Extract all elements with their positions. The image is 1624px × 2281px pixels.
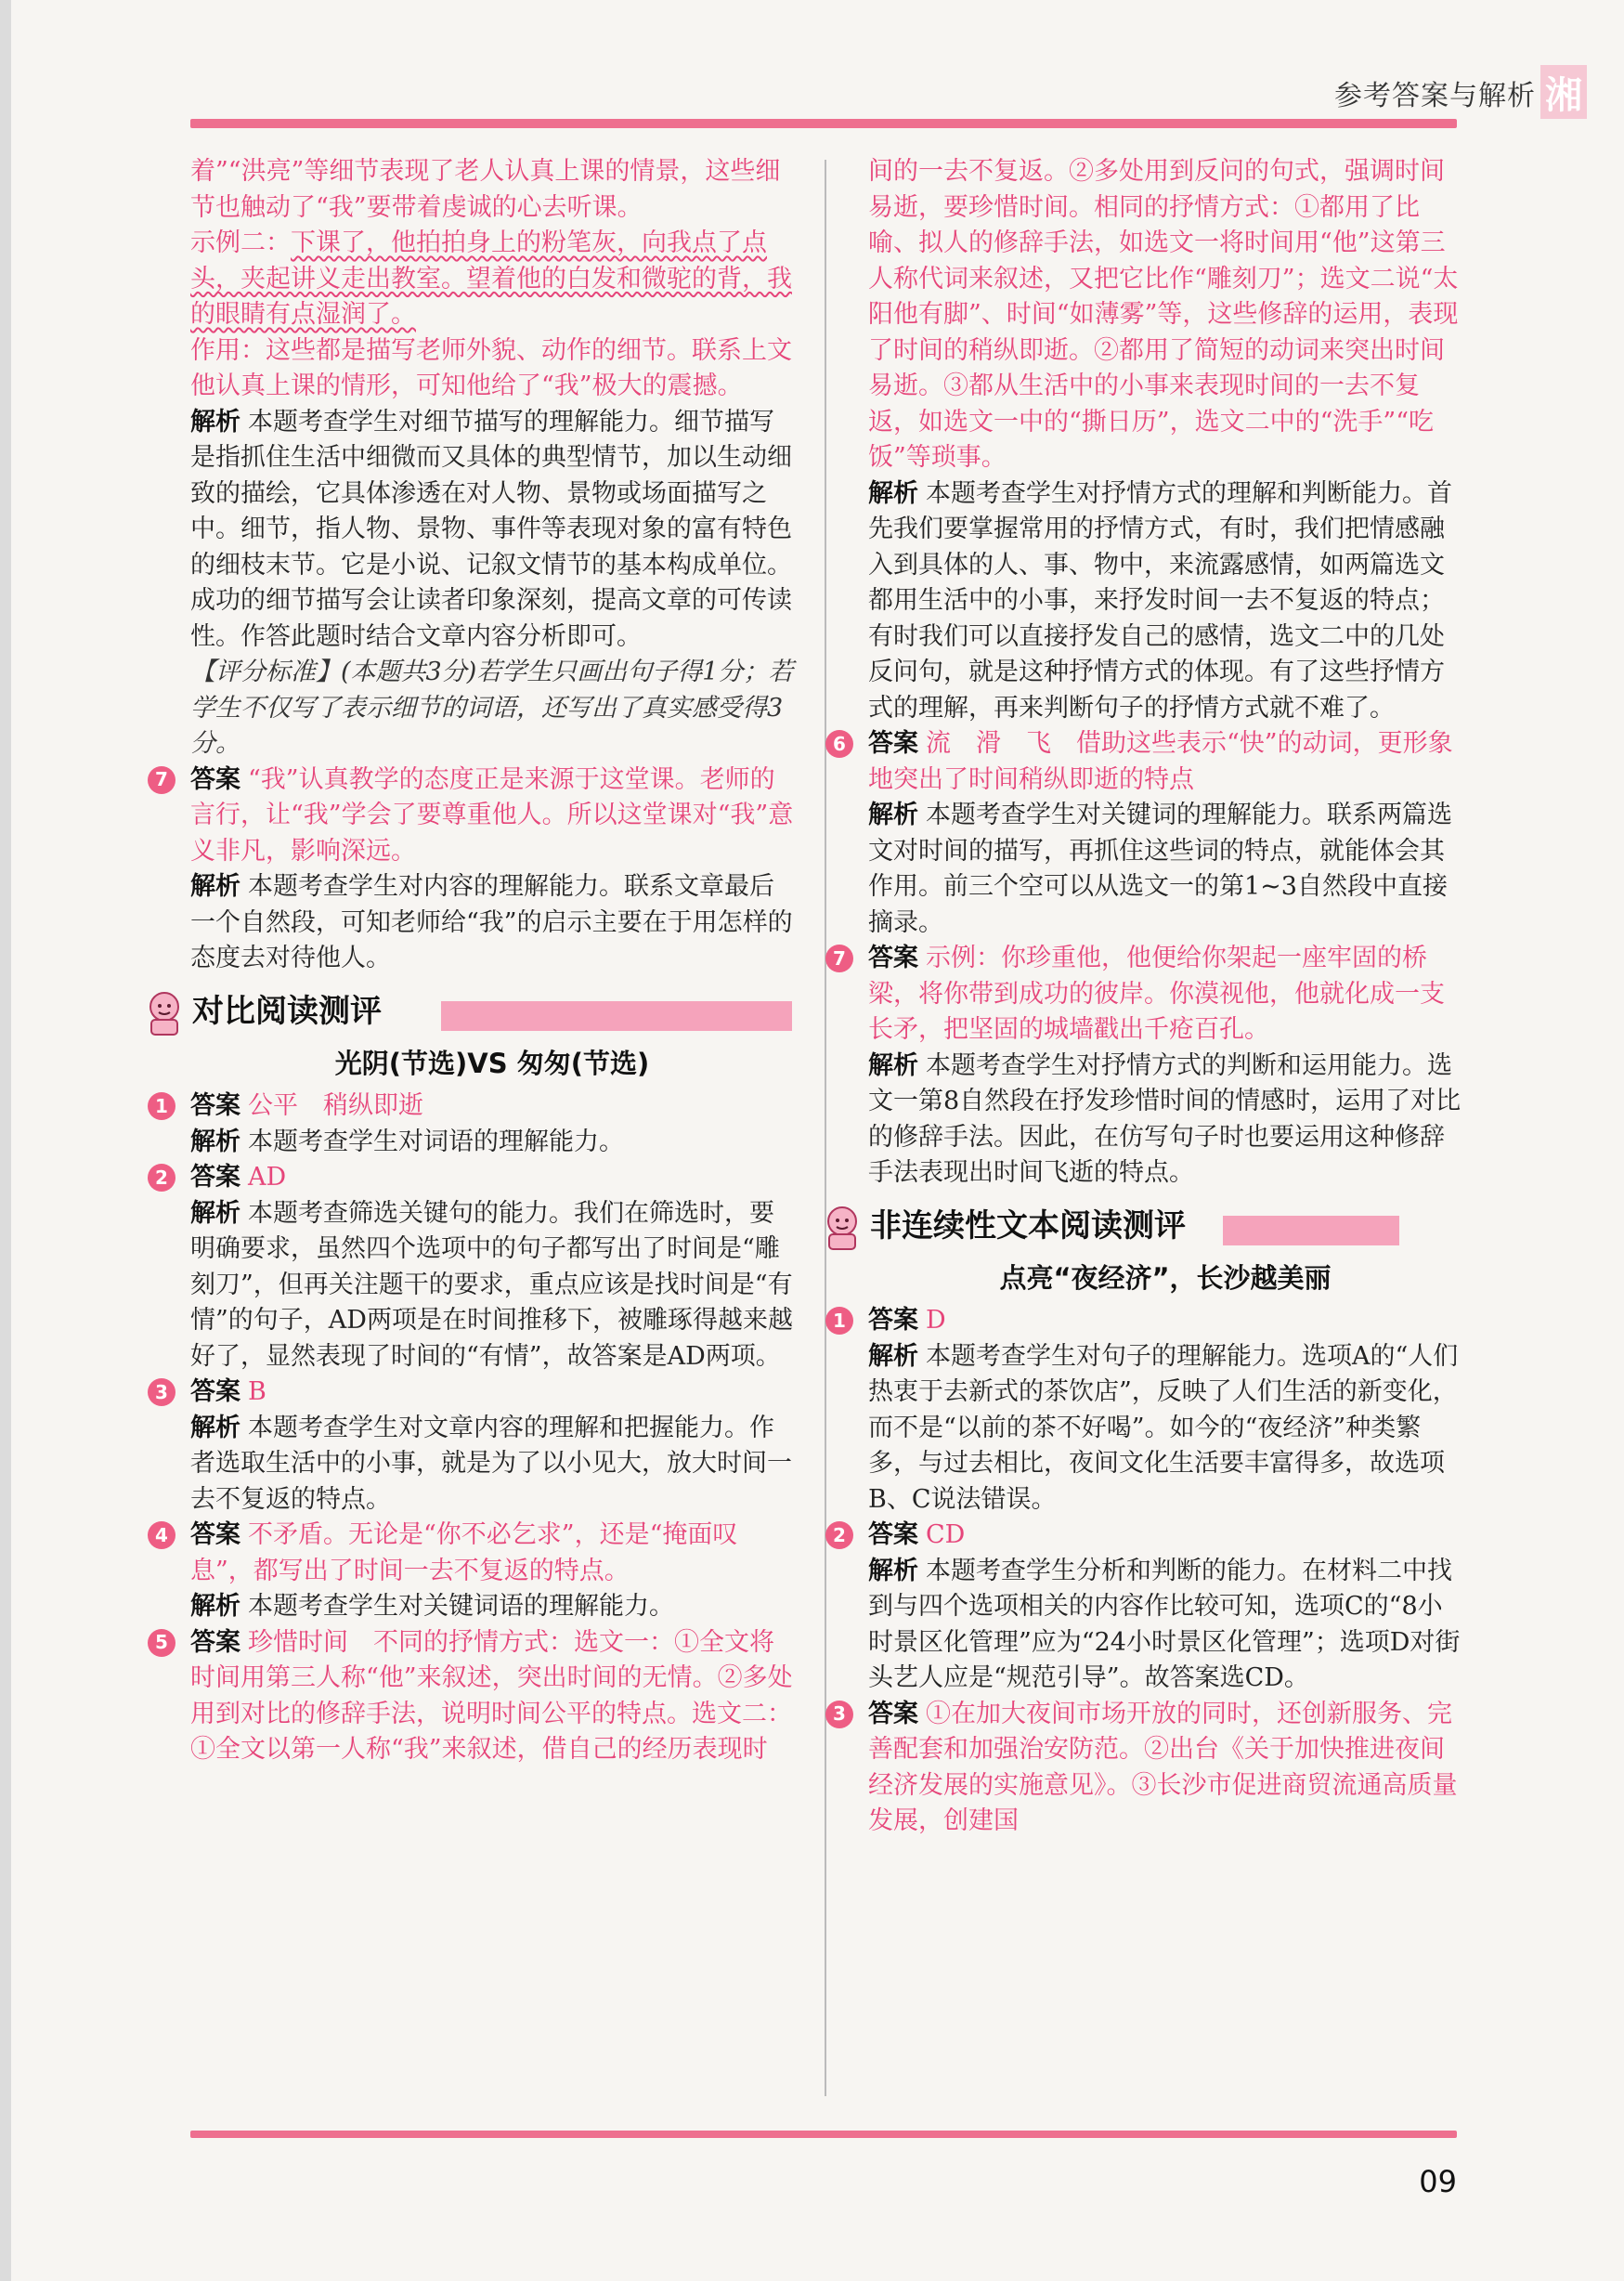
section-subtitle: 点亮“夜经济”，长沙越美丽 — [999, 1261, 1332, 1294]
example-two-effect: 作用：这些都是描写老师外貌、动作的细节。联系上文他认真上课的情形，可知他给了“我”极大的震撼。 — [190, 335, 792, 400]
analysis-text: 本题考查筛选关键句的能力。我们在筛选时，要明确要求，虽然四个选项中的句子都写出了时间是“雕刻刀”，但再关注题干的要求，重点应该是找时间是“有情”的句子，AD两项是在时间推移下，被雕琢得越来越好了，显然表现了时间的“有情”，故答案是AD两项。 — [190, 1198, 793, 1371]
answer-text: CD — [926, 1520, 966, 1549]
analysis-text: 本题考查学生对抒情方式的理解和判断能力。首先我们要掌握常用的抒情方式，有时，我们把情感融入到具体的人、事、物中，来流露感情，如两篇选文都用生活中的小事，来抒发时间一去不复返的特点；有时我们可以直接抒发自己的感情，选文二中的几处反问句，就是这种抒情方式的体现。有了这些抒情方式的理解，再来判断句子的抒情方式就不难了。 — [868, 478, 1452, 723]
left-column — [155, 154, 794, 1768]
answer-label: 答案 — [190, 1377, 240, 1406]
question-3 — [155, 1375, 794, 1518]
right-column — [833, 154, 1462, 1840]
analysis-text: 本题考查学生对细节描写的理解能力。细节描写是指抓住生活中细微而又具体的典型情节，加以生动细致的描绘，它具体渗透在对人物、景物或场面描写之中。细节，指人物、景物、事件等表现对象的富有特色的细枝末节。它是小说、记叙文情节的基本构成单位。成功的细节描写会让读者印象深刻，提高文章的可传读性。作答此题时结合文章内容分析即可。 — [190, 407, 792, 651]
page-number: 09 — [1419, 2164, 1457, 2199]
question-1 — [155, 1088, 794, 1160]
answer-text: 示例：你珍重他，他便给你架起一座牢固的桥梁，将你带到成功的彼岸。你漠视他，他就化成一支长矛，把坚固的城墙戳出千疮百孔。 — [868, 944, 1445, 1044]
analysis-block — [190, 405, 794, 656]
question-number-badge: 1 — [825, 1307, 853, 1335]
region-badge: 湘 — [1540, 65, 1587, 119]
header-title: 参考答案与解析 — [1334, 80, 1536, 112]
answer-label: 答案 — [868, 1520, 918, 1549]
analysis-label: 解析 — [190, 1127, 240, 1156]
example-two — [190, 226, 794, 333]
answer-label: 答案 — [190, 1163, 240, 1192]
analysis-label: 解析 — [190, 407, 240, 437]
answer-label: 答案 — [190, 1091, 240, 1120]
answer-text: ①在加大夜间市场开放的同时，还创新服务、完善配套和加强治安防范。②出台《关于加快推进夜间经济发展的实施意见》。③长沙市促进商贸流通高质量发展，创建国 — [868, 1699, 1458, 1835]
answer-text: AD — [248, 1163, 287, 1192]
scoring-standard: 【评分标准】(本题共3分)若学生只画出句子得1分；若学生不仅写了表示细节的词语，还写出了真实感受得3分。 — [190, 658, 794, 758]
analysis-label: 解析 — [190, 1592, 240, 1621]
question-number-badge: 1 — [148, 1092, 175, 1120]
analysis-label: 解析 — [190, 1413, 240, 1442]
question-2 — [833, 1518, 1462, 1697]
answer-label: 答案 — [868, 944, 918, 972]
analysis-text: 本题考查学生对句子的理解能力。选项A的“人们热衷于去新式的茶饮店”，反映了人们生活的新变化，而不是“以前的茶不好喝”。如今的“夜经济”种类繁多，与过去相比，夜间文化生活要丰富得多，故选项B、C说法错误。 — [868, 1341, 1459, 1514]
analysis-text: 本题考查学生对文章内容的理解和把握能力。作者选取生活中的小事，就是为了以小见大，放大时间一去不复返的特点。 — [190, 1413, 792, 1514]
answer-text: B — [248, 1377, 266, 1406]
answer-continuation: 间的一去不复返。②多处用到反问的句式，强调时间易逝，要珍惜时间。相同的抒情方式：①都用了比喻、拟人的修辞手法，如选文一将时间用“他”这第三人称代词来叙述，又把它比作“雕刻刀”；选文二说“太阳他有脚”、时间“如薄雾”等，这些修辞的运用，表现了时间的稍纵即逝。②都用了简短的动词来突出时间易逝。③都从生活中的小事来表现时间的一去不复返，如选文一中的“撕日历”，选文二中的“洗手”“吃饭”等琐事。 — [868, 157, 1459, 472]
section-title-bar — [441, 1001, 792, 1031]
analysis-text: 本题考查学生对内容的理解能力。联系文章最后一个自然段，可知老师给“我”的启示主要在于用怎样的态度去对待他人。 — [190, 872, 793, 972]
question-4 — [155, 1518, 794, 1625]
header-rule — [190, 119, 1457, 128]
section-title: 非连续性文本阅读测评 — [870, 1206, 1186, 1245]
example-two-quote: 下课了，他拍拍身上的粉笔灰，向我点了点头，夹起讲义走出教室。望着他的白发和微驼的背，我的眼睛有点湿润了。 — [190, 228, 792, 329]
question-number-badge: 4 — [148, 1521, 175, 1549]
answer-text: D — [926, 1306, 946, 1335]
question-number-badge: 5 — [148, 1629, 175, 1657]
answer-text: 珍惜时间 不同的抒情方式：选文一：①全文将时间用第三人称“他”来叙述，突出时间的无情。②多处用到对比的修辞手法，说明时间公平的特点。选文二：①全文以第一人称“我”来叙述，借自己的经历表现时 — [190, 1627, 793, 1764]
section-header-noncontinuous — [868, 1205, 1462, 1257]
question-number-badge: 7 — [148, 766, 175, 794]
question-number-badge: 2 — [825, 1521, 853, 1549]
analysis-label: 解析 — [868, 1556, 918, 1585]
analysis-text: 本题考查学生对关键词语的理解能力。 — [248, 1592, 674, 1621]
question-number-badge: 2 — [148, 1164, 175, 1192]
answer-label: 答案 — [190, 1627, 240, 1657]
analysis-label: 解析 — [190, 1198, 240, 1228]
analysis-label: 解析 — [868, 1050, 918, 1080]
analysis-label: 解析 — [190, 872, 240, 901]
question-7 — [155, 763, 794, 977]
example-two-prefix: 示例二： — [190, 228, 291, 257]
answer-label: 答案 — [868, 729, 918, 758]
answer-label: 答案 — [190, 1520, 240, 1549]
analysis-label: 解析 — [868, 801, 918, 829]
question-number-badge: 7 — [825, 945, 853, 972]
column-divider — [825, 160, 826, 2096]
mascot-icon — [142, 990, 187, 1036]
question-5 — [155, 1625, 794, 1768]
section-title-bar — [1223, 1216, 1399, 1245]
answer-text: “我”认真教学的态度正是来源于这堂课。老师的言行，让“我”学会了要尊重他人。所以这堂课对“我”意义非凡，影响深远。 — [190, 764, 794, 866]
question-7 — [833, 941, 1462, 1192]
section-title: 对比阅读测评 — [192, 992, 382, 1030]
footer-rule — [190, 2131, 1457, 2138]
question-1 — [833, 1303, 1462, 1518]
answer-label: 答案 — [868, 1699, 918, 1728]
analysis-text: 本题考查学生分析和判断的能力。在材料二中找到与四个选项相关的内容作比较可知，选项C的“8小时景区化管理”应为“24小时景区化管理”；选项D对街头艺人应是“规范引导”。故答案选CD。 — [868, 1556, 1461, 1692]
section-subtitle: 光阴(节选)VS 匆匆(节选) — [334, 1047, 650, 1079]
answer-continuation: 着”“洪亮”等细节表现了老人认真上课的情景，这些细节也触动了“我”要带着虔诚的心去听课。 — [190, 157, 781, 222]
answer-label: 答案 — [868, 1306, 918, 1335]
mascot-icon — [820, 1205, 864, 1251]
answer-label: 答案 — [190, 764, 240, 794]
analysis-text: 本题考查学生对抒情方式的判断和运用能力。选文一第8自然段在抒发珍惜时间的情感时，运用了对比的修辞手法。因此，在仿写句子时也要运用这种修辞手法表现出时间飞逝的特点。 — [868, 1050, 1462, 1187]
analysis-label: 解析 — [868, 478, 918, 508]
question-number-badge: 3 — [148, 1378, 175, 1406]
analysis-text: 本题考查学生对词语的理解能力。 — [248, 1127, 624, 1156]
question-number-badge: 6 — [825, 730, 853, 758]
answer-text: 不矛盾。无论是“你不必乞求”，还是“掩面叹息”，都写出了时间一去不复返的特点。 — [190, 1520, 738, 1585]
question-number-badge: 3 — [825, 1701, 853, 1728]
analysis-label: 解析 — [868, 1341, 918, 1371]
question-3 — [833, 1697, 1462, 1840]
section-header-comparison — [190, 990, 794, 1042]
answer-text: 公平 稍纵即逝 — [248, 1091, 423, 1120]
question-6 — [833, 726, 1462, 941]
page-edge — [0, 0, 11, 2281]
question-2 — [155, 1160, 794, 1375]
answer-text: 流 滑 飞 借助这些表示“快”的动词，更形象地突出了时间稍纵即逝的特点 — [868, 729, 1453, 794]
analysis-text: 本题考查学生对关键词的理解能力。联系两篇选文对时间的描写，再抓住这些词的特点，就能体会其作用。前三个空可以从选文一的第1~3自然段中直接摘录。 — [868, 801, 1452, 937]
